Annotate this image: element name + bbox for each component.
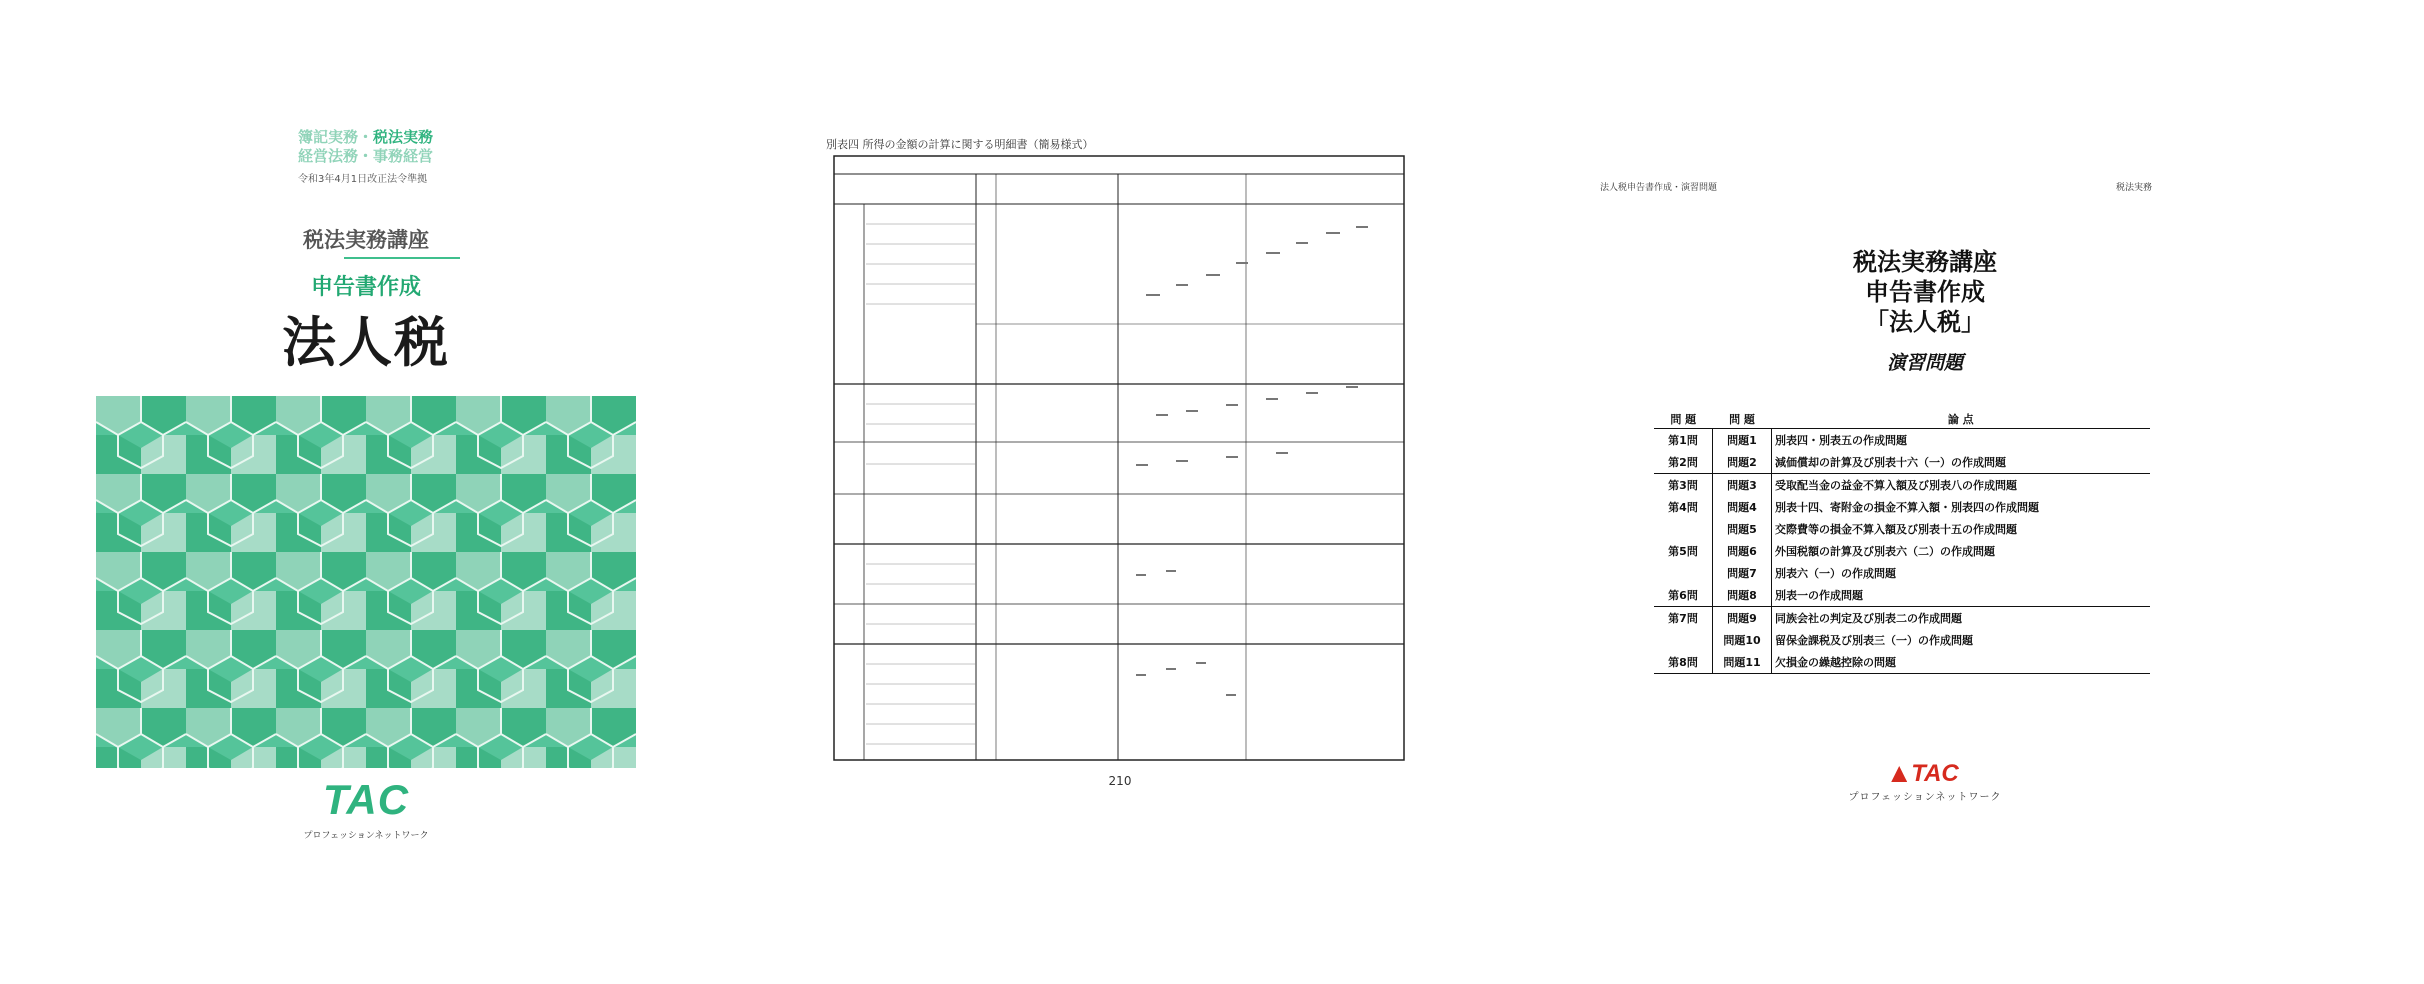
toc-section: 第5問: [1668, 545, 1698, 558]
toc-topic: 外国税額の計算及び別表六（二）の作成問題: [1775, 545, 1995, 558]
toc-col-problem: 問 題: [1713, 410, 1772, 429]
tac-logo: TAC: [322, 776, 410, 823]
cover-subject-highlight: 税法実務: [373, 128, 434, 146]
toc-table-header: [1654, 410, 2150, 429]
toc-topic: 別表十四、寄附金の損金不算入額・別表四の作成問題: [1775, 501, 2039, 514]
toc-section: [1654, 518, 1713, 540]
cover-subjects: [298, 128, 433, 166]
cover-subject-sep: ・: [358, 128, 374, 146]
tac-mark-icon: [1891, 766, 1907, 782]
toc-section: 第2問: [1668, 456, 1698, 469]
toc-problem: 問題9: [1713, 607, 1772, 630]
toc-problem: 問題11: [1713, 651, 1772, 674]
toc-title-kind: 申告書作成: [1865, 277, 1985, 306]
tac-logo: [1600, 760, 2250, 788]
toc-row: [1654, 474, 2150, 497]
toc-col-topic: 論 点: [1772, 410, 2151, 429]
tac-logo-text: TAC: [1911, 760, 1959, 787]
toc-section: [1654, 562, 1713, 584]
toc-problem: 問題1: [1713, 429, 1772, 452]
toc-section: 第4問: [1668, 501, 1698, 514]
toc-topic: 別表一の作成問題: [1775, 589, 1863, 602]
cover-pattern: [96, 396, 636, 768]
toc-problem: 問題4: [1713, 496, 1772, 518]
toc-row: [1654, 496, 2150, 518]
tax-form-page: [826, 134, 1414, 794]
toc-topic: 減価償却の計算及び別表十六（一）の作成問題: [1775, 456, 2006, 469]
toc-header-right: 税法実務: [2115, 183, 2152, 193]
toc-problem: 問題10: [1713, 629, 1772, 651]
toc-header-left: 法人税申告書作成・演習問題: [1600, 183, 1718, 193]
toc-subtitle: 演習問題: [1886, 352, 1963, 374]
toc-section: 第1問: [1668, 434, 1698, 447]
cover-subject: 簿記実務: [298, 128, 359, 146]
cover-kind: 申告書作成: [310, 275, 421, 300]
toc-row: [1654, 584, 2150, 607]
toc-section: [1654, 629, 1713, 651]
toc-section: 第7問: [1654, 607, 1713, 630]
form-header: 別表四 所得の金額の計算に関する明細書（簡易様式）: [826, 138, 1094, 151]
toc-title-tax: 「法人税」: [1865, 307, 1985, 336]
cover-tagline: プロフェッションネットワーク: [303, 831, 429, 841]
toc-row: [1654, 540, 2150, 562]
toc-topic: 留保金課税及び別表三（一）の作成問題: [1775, 634, 1973, 647]
book-cover: [96, 128, 636, 848]
toc-problem: 問題7: [1713, 562, 1772, 584]
cover-course: 税法実務講座: [303, 228, 429, 252]
toc-row: [1654, 451, 2150, 474]
contents-page: [1600, 172, 2250, 812]
toc-row: [1654, 607, 2150, 630]
page-number: 210: [1108, 774, 1132, 788]
cover-edition: 令和3年4月1日改正法令準拠: [298, 174, 428, 185]
toc-topic: 受取配当金の益金不算入額及び別表八の作成問題: [1772, 474, 2151, 497]
tax-form-grid: [826, 134, 1414, 764]
cover-subject-line2: 経営法務・事務経営: [298, 147, 434, 165]
toc-tagline: プロフェッションネットワーク: [1848, 792, 2002, 803]
cover-title: 法人税: [282, 311, 450, 374]
toc-row: [1654, 562, 2150, 584]
toc-topic: 別表四・別表五の作成問題: [1775, 434, 1907, 447]
cover-divider: [344, 257, 460, 259]
toc-problem: 問題3: [1713, 474, 1772, 497]
toc-problem: 問題8: [1713, 584, 1772, 607]
toc-problem: 問題5: [1713, 518, 1772, 540]
toc-row: [1654, 629, 2150, 651]
toc-table: [1654, 410, 2150, 674]
toc-row: [1654, 518, 2150, 540]
toc-section: 第8問: [1654, 651, 1713, 674]
toc-topic: 欠損金の繰越控除の問題: [1772, 651, 2151, 674]
toc-section: 第6問: [1668, 589, 1698, 602]
toc-row: [1654, 429, 2150, 452]
toc-problem: 問題6: [1713, 540, 1772, 562]
toc-topic: 同族会社の判定及び別表二の作成問題: [1772, 607, 2151, 630]
toc-title-course: 税法実務講座: [1853, 247, 1997, 276]
toc-section: 第3問: [1654, 474, 1713, 497]
toc-problem: 問題2: [1713, 451, 1772, 474]
toc-topic: 交際費等の損金不算入額及び別表十五の作成問題: [1775, 523, 2017, 536]
toc-col-section: 問 題: [1654, 410, 1713, 429]
toc-row: [1654, 651, 2150, 674]
toc-topic: 別表六（一）の作成問題: [1775, 567, 1896, 580]
